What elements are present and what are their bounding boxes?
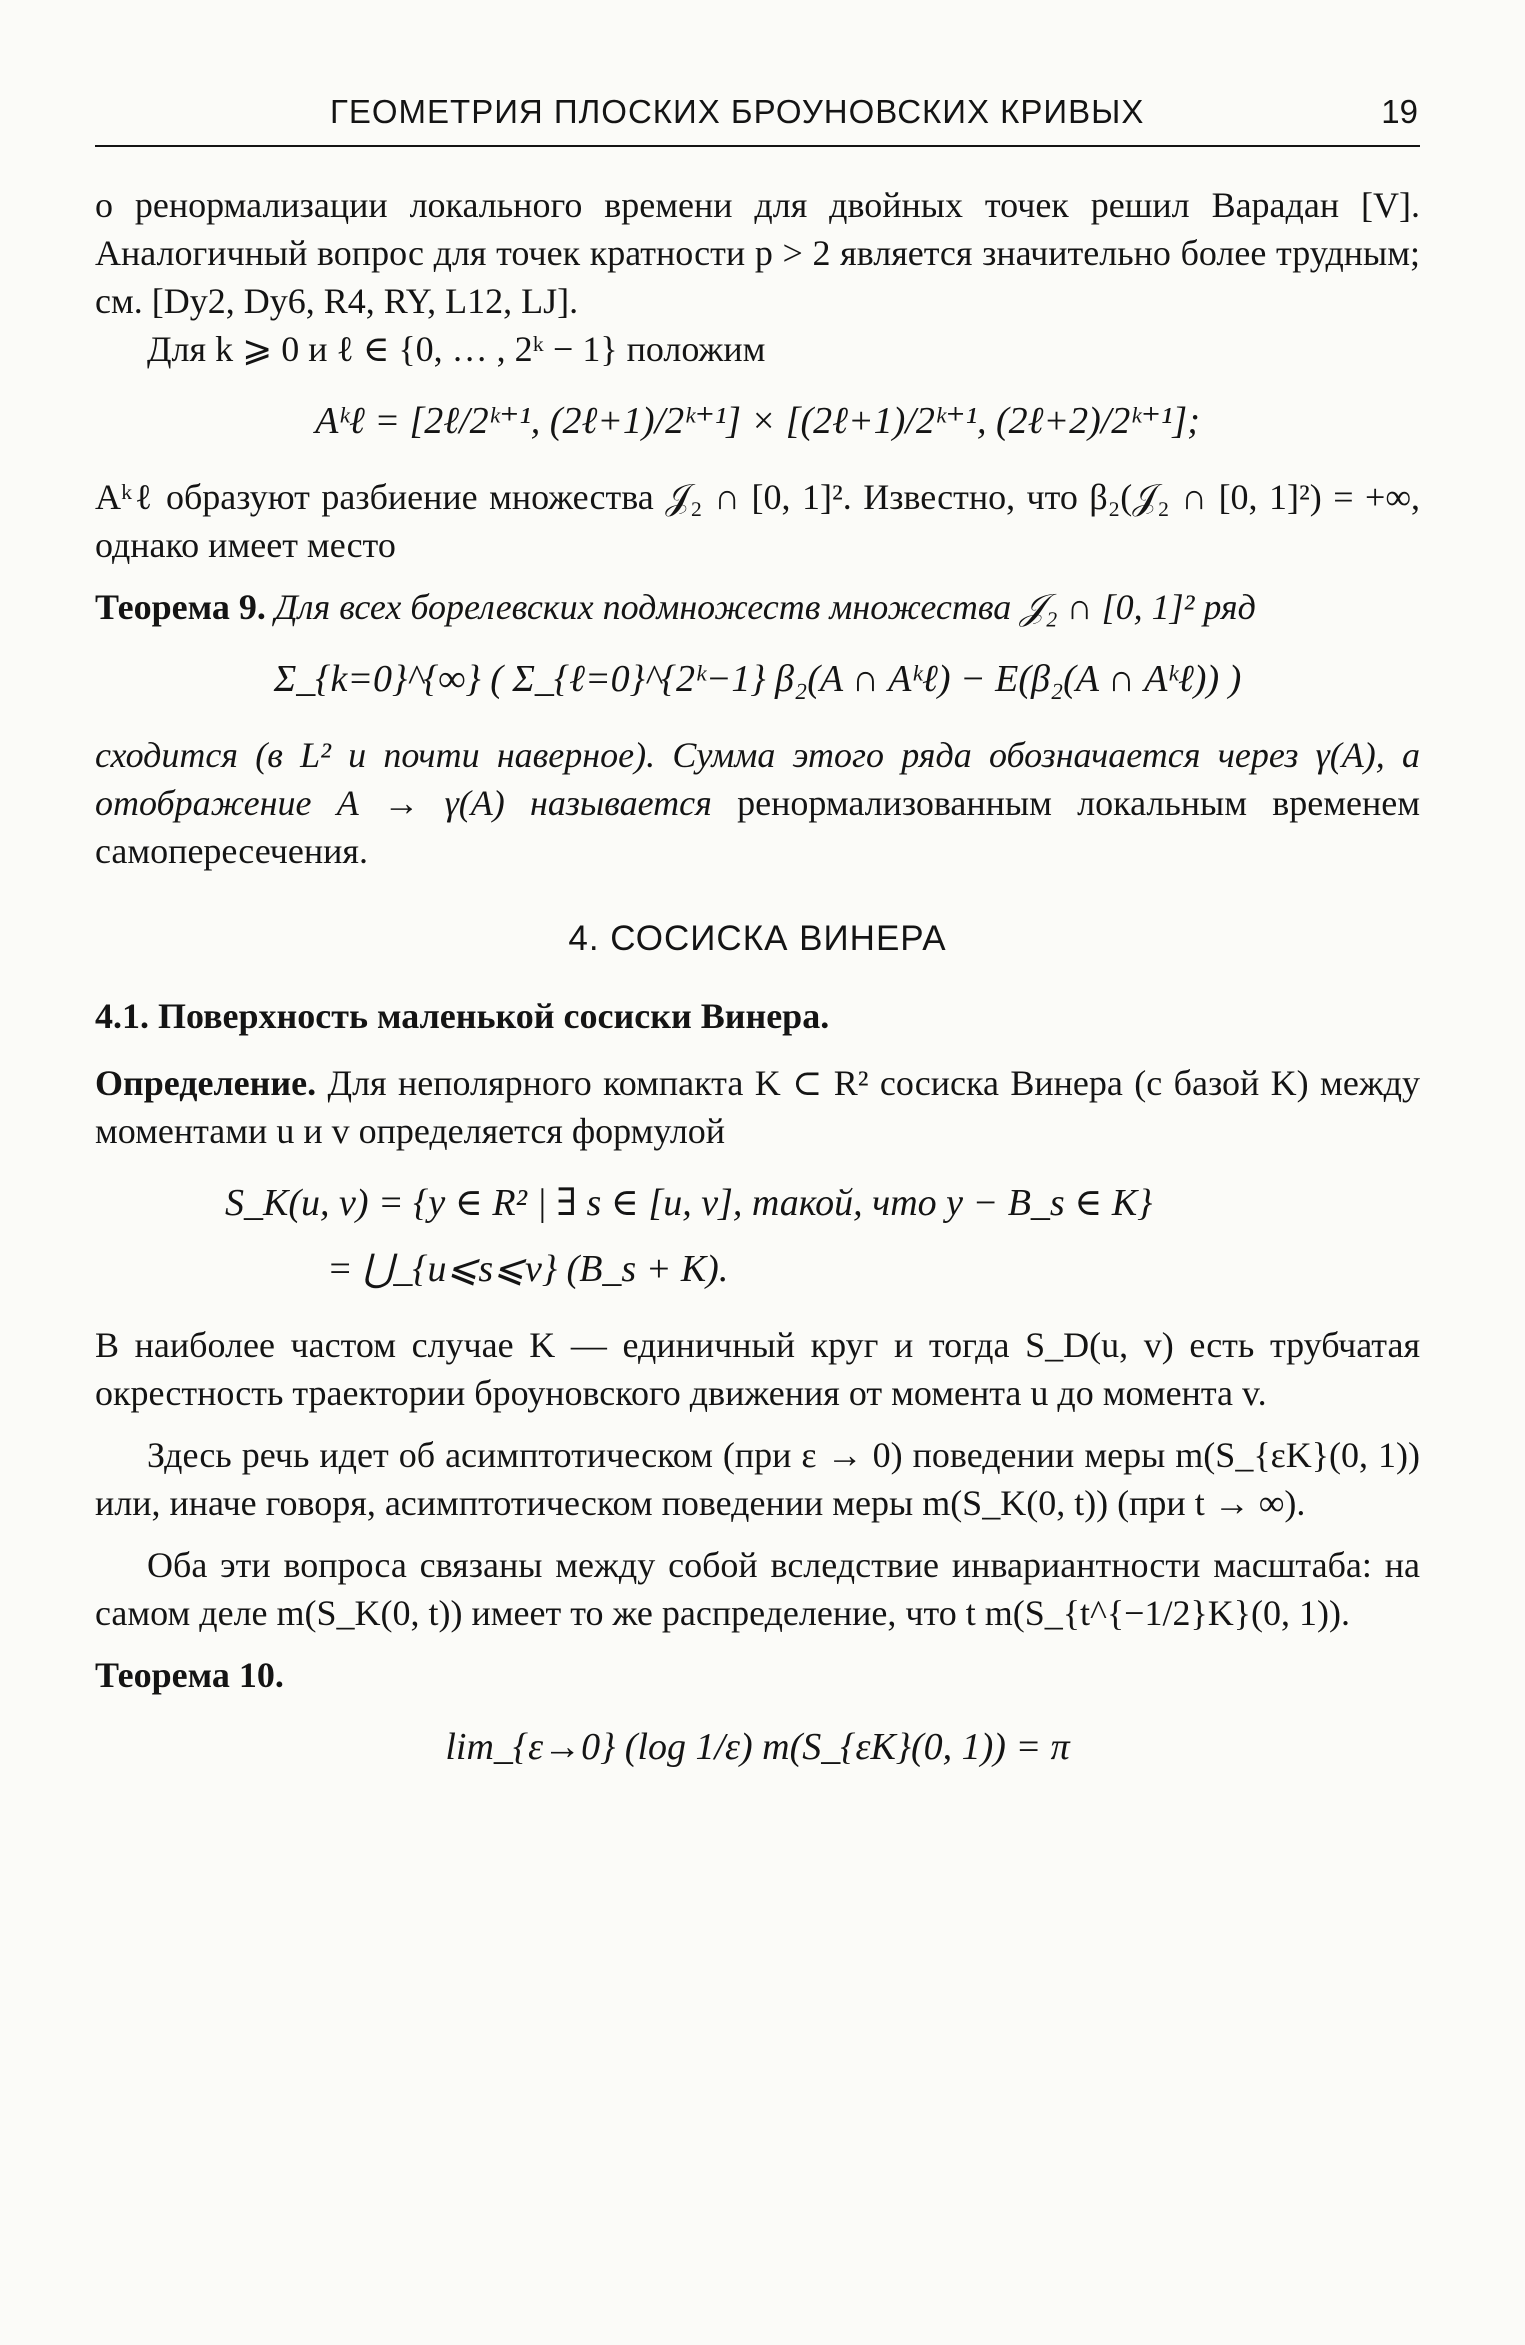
equation-series: [95, 649, 1420, 709]
equation-limit-text: lim_{ε→0} (log 1/ε) m(S_{εK}(0, 1)) = π: [445, 1726, 1070, 1768]
page-number: 19: [1381, 93, 1418, 130]
equation-sausage-line1: S_K(u, v) = {y ∈ R² | ∃ s ∈ [u, v], такой, что y − B_s ∈ K}: [225, 1182, 1153, 1224]
theorem-10-label: Теорема 10.: [95, 1655, 284, 1695]
definition-text: Для неполярного компакта K ⊂ R² сосиска Винера (с базой K) между моментами u и v определяется формулой: [95, 1063, 1421, 1151]
equation-limit: [95, 1717, 1420, 1777]
paragraph-unit-disc: В наиболее частом случае K — единичный круг и тогда S_D(u, v) есть трубчатая окрестность траектории броуновского движения от момента u до момента v.: [95, 1325, 1420, 1413]
equation-sausage-2: [95, 1239, 1420, 1299]
equation-partition: [95, 391, 1420, 451]
convergence-roman: ренормализованным локальным временем самопересечения.: [95, 783, 1420, 871]
definition: [95, 1059, 1420, 1155]
paragraph-partition: Aᵏℓ образуют разбиение множества 𝒥₂ ∩ [0, 1]². Известно, что β₂(𝒥₂ ∩ [0, 1]²) = +∞, однако имеет место: [95, 477, 1420, 565]
paragraph-asymptotic: Здесь речь идет об асимптотическом (при ε → 0) поведении меры m(S_{εK}(0, 1)) или, иначе говоря, асимптотическом поведении меры m(S_K(0, t)) (при t → ∞).: [95, 1435, 1420, 1523]
theorem-9-label: Теорема 9.: [95, 587, 266, 627]
paragraph-definition-intro: Для k ⩾ 0 и ℓ ∈ {0, … , 2ᵏ − 1} положим: [147, 329, 766, 369]
definition-label: Определение.: [95, 1063, 317, 1103]
page-header: [95, 85, 1420, 147]
paragraph-convergence: [95, 731, 1420, 875]
subsection-title: 4.1. Поверхность маленькой сосиски Винера.: [95, 996, 830, 1036]
paragraph-scaling: Оба эти вопроса связаны между собой вследствие инвариантности масштаба: на самом деле m(S_K(0, t)) имеет то же распределение, что t m(S_{t^{−1/2}K}(0, 1)).: [95, 1545, 1420, 1633]
running-title: ГЕОМЕТРИЯ ПЛОСКИХ БРОУНОВСКИХ КРИВЫХ: [330, 93, 1145, 130]
section-title: 4. СОСИСКА ВИНЕРА: [568, 919, 947, 958]
paragraph-renormalization: о ренормализации локального времени для двойных точек решил Варадан [V]. Аналогичный вопрос для точек кратности p > 2 является значительно более трудным; см. [Dy2, Dy6, R4, RY, L12, LJ].: [95, 185, 1420, 321]
equation-sausage-line2: = ⋃_{u⩽s⩽v} (B_s + K).: [327, 1248, 729, 1290]
theorem-9-statement: Для всех борелевских подмножеств множества 𝒥₂ ∩ [0, 1]² ряд: [274, 587, 1256, 627]
book-page: [95, 85, 1420, 1799]
equation-series-text: Σ_{k=0}^{∞} ( Σ_{ℓ=0}^{2ᵏ−1} β₂(A ∩ Aᵏℓ) − E(β₂(A ∩ Aᵏℓ)) ): [273, 658, 1242, 700]
convergence-italic: сходится (в L² и почти наверное). Сумма этого ряда обозначается через γ(A), а отображение A → γ(A) называется: [95, 735, 1420, 823]
equation-sausage-1: [95, 1173, 1420, 1233]
equation-partition-text: Aᵏℓ = [2ℓ/2ᵏ⁺¹, (2ℓ+1)/2ᵏ⁺¹] × [(2ℓ+1)/2ᵏ⁺¹, (2ℓ+2)/2ᵏ⁺¹];: [315, 400, 1200, 442]
theorem-10: [95, 1651, 1420, 1699]
theorem-9: [95, 583, 1420, 631]
